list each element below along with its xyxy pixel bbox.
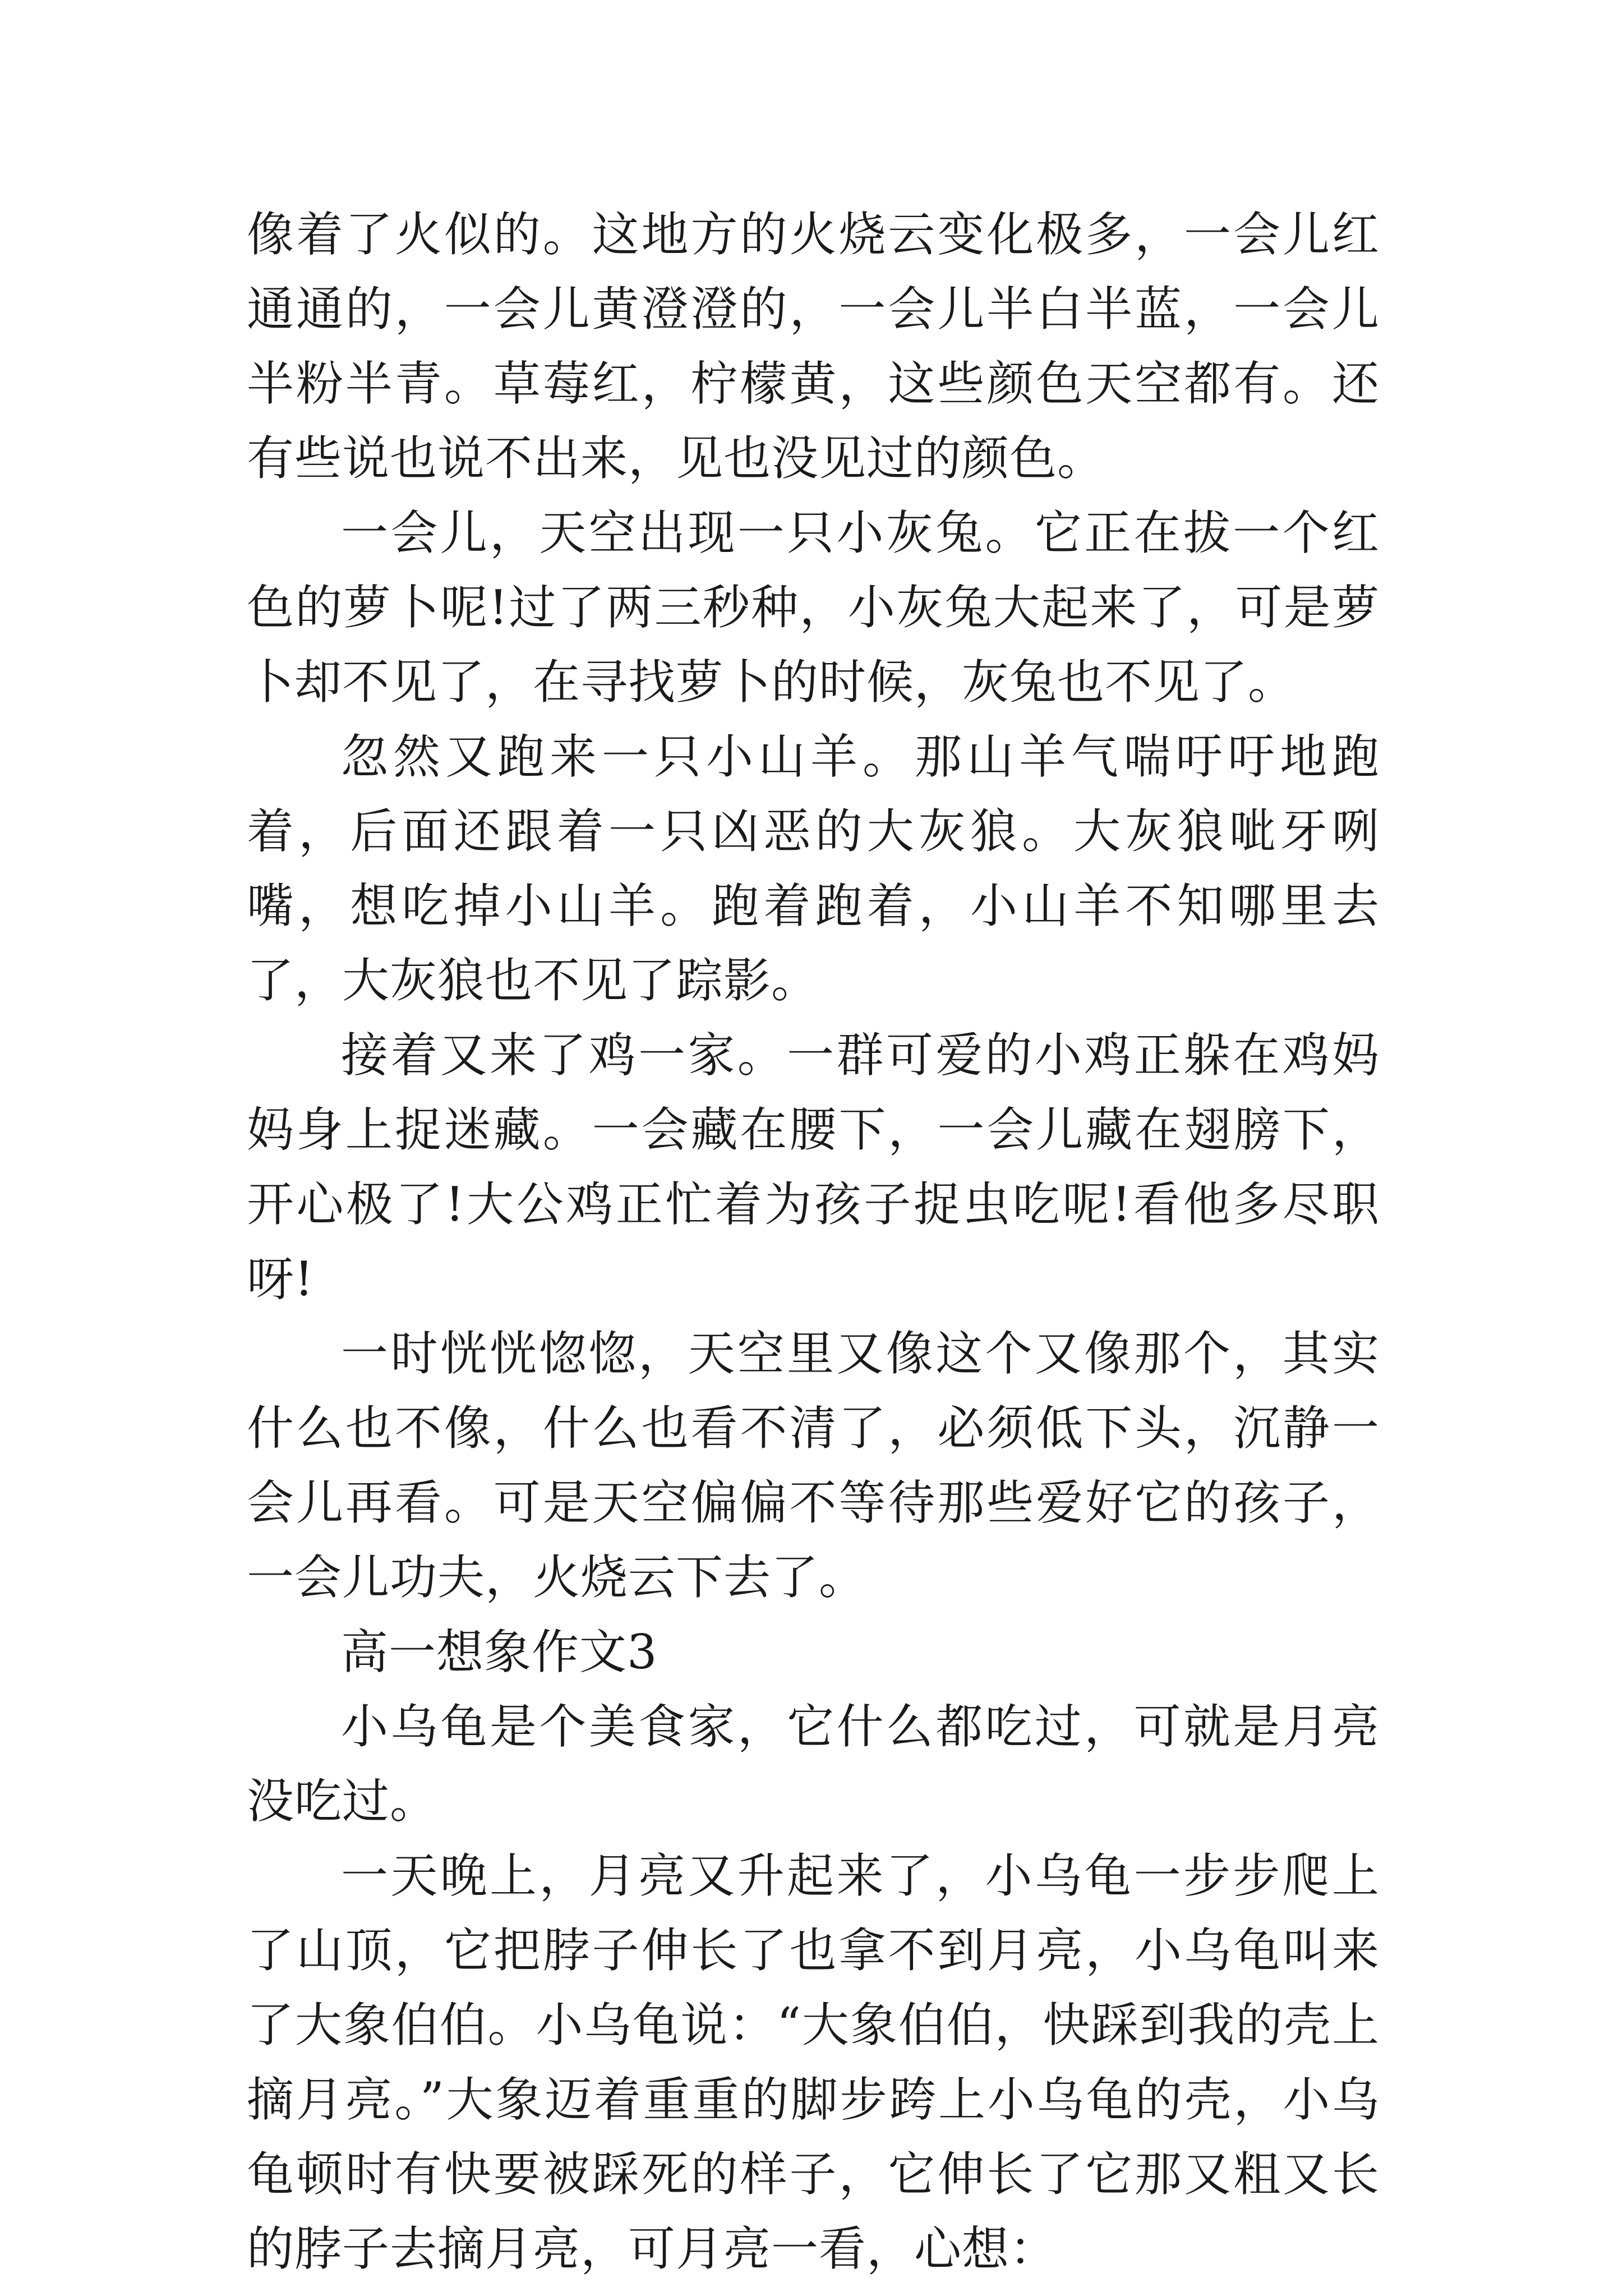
paragraph-4: 接着又来了鸡一家。一群可爱的小鸡正躲在鸡妈妈身上捉迷藏。一会藏在腰下，一会儿藏在翅膀下，开心极了!大公鸡正忙着为孩子捉虫吃呢!看他多尽职呀!	[247, 1028, 1380, 1306]
paragraph-7: 一天晚上，月亮又升起来了，小乌龟一步步爬上了山顶，它把脖子伸长了也拿不到月亮，小乌龟叫来了大象伯伯。小乌龟说：“大象伯伯，快踩到我的壳上摘月亮。”大象迈着重重的脚步跨上小乌龟的壳，小乌龟顿时有快要被踩死的样子，它伸长了它那又粗又长的脖子去摘月亮，可月亮一看，心想：	[247, 1848, 1380, 2276]
paragraph-1: 像着了火似的。这地方的火烧云变化极多，一会儿红通通的，一会儿黄澄澄的，一会儿半白半蓝，一会儿半粉半青。草莓红，柠檬黄，这些颜色天空都有。还有些说也说不出来，见也没见过的颜色。	[247, 207, 1380, 486]
paragraph-2: 一会儿，天空出现一只小灰兔。它正在拔一个红色的萝卜呢!过了两三秒种，小灰兔大起来了，可是萝卜却不见了，在寻找萝卜的时候，灰兔也不见了。	[247, 505, 1380, 710]
paragraph-6: 小乌龟是个美食家，它什么都吃过，可就是月亮没吃过。	[247, 1699, 1380, 1829]
section-heading: 高一想象作文3	[341, 1625, 658, 1680]
paragraph-3: 忽然又跑来一只小山羊。那山羊气喘吁吁地跑着，后面还跟着一只凶恶的大灰狼。大灰狼呲牙咧嘴，想吃掉小山羊。跑着跑着，小山羊不知哪里去了，大灰狼也不见了踪影。	[247, 729, 1380, 1008]
paragraph-5: 一时恍恍惚惚，天空里又像这个又像那个，其实什么也不像，什么也看不清了，必须低下头，沉静一会儿再看。可是天空偏偏不等待那些爱好它的孩子，一会儿功夫，火烧云下去了。	[247, 1326, 1380, 1605]
document-body	[247, 197, 1380, 2286]
